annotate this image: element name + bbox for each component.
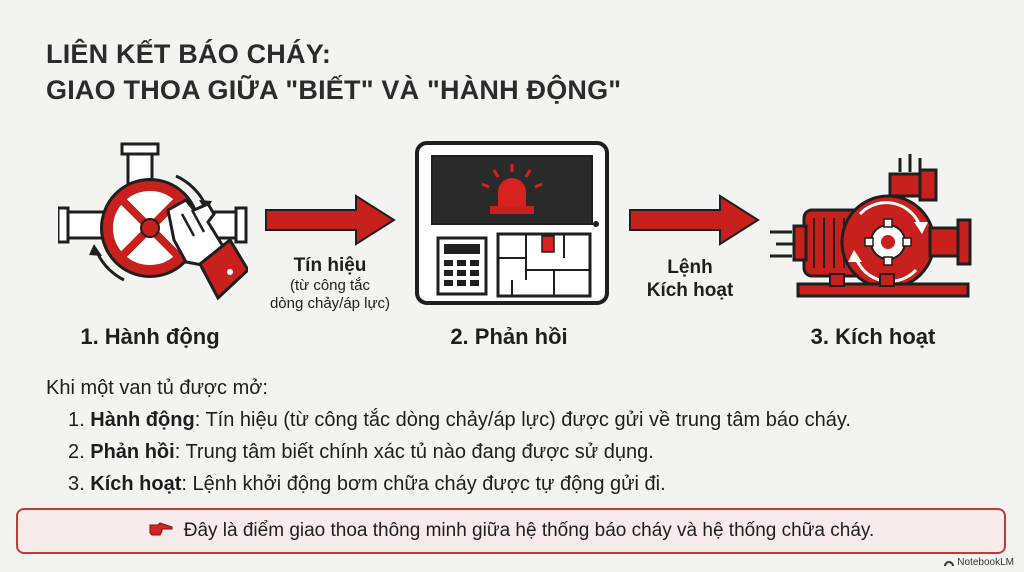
list-item <box>46 468 851 500</box>
step-2-label: 2. Phản hồi <box>450 324 568 349</box>
callout-text: Đây là điểm giao thoa thông minh giữa hệ thống báo cháy và hệ thống chữa cháy. <box>183 520 875 541</box>
item-number: 3. <box>68 473 85 495</box>
arrow-right-icon <box>264 194 396 251</box>
arrow-1-text <box>270 254 390 313</box>
command-label-1: Lệnh <box>667 257 713 278</box>
item-number: 1. <box>68 409 85 431</box>
item-term: Kích hoạt <box>90 473 182 495</box>
title-line-2: GIAO THOA GIỮA "BIẾT" VÀ "HÀNH ĐỘNG" <box>46 75 622 105</box>
list-intro: Khi một van tủ được mở: <box>46 377 268 399</box>
notebooklm-logo-icon <box>944 559 954 566</box>
item-text: : Tín hiệu (từ công tắc dòng chảy/áp lực) được gửi về trung tâm báo cháy. <box>194 409 851 431</box>
arrow-2-text <box>647 256 734 302</box>
signal-sub-1: (từ công tắc <box>289 277 371 294</box>
item-text: : Lệnh khởi động bơm chữa cháy được tự động gửi đi. <box>181 473 666 495</box>
brand-watermark <box>944 557 1014 568</box>
item-text: : Trung tâm biết chính xác tủ nào đang được sử dụng. <box>174 441 654 463</box>
title-line-1: LIÊN KẾT BÁO CHÁY: <box>46 39 332 69</box>
signal-label: Tín hiệu <box>293 255 367 276</box>
fire-pump-icon <box>770 148 980 311</box>
item-term: Phản hồi <box>90 441 175 463</box>
command-label-2: Kích hoạt <box>646 280 734 301</box>
item-number: 2. <box>68 441 85 463</box>
signal-sub-2: dòng chảy/áp lực) <box>269 295 391 312</box>
step-3-label: 3. Kích hoạt <box>810 324 936 349</box>
fire-alarm-panel-icon <box>414 140 610 311</box>
brand-name: NotebookLM <box>957 557 1014 568</box>
list-item <box>46 404 851 436</box>
callout-box <box>16 508 1006 554</box>
item-term: Hành động <box>90 409 195 431</box>
page-title <box>46 36 621 108</box>
list-item <box>46 436 851 468</box>
valve-hand-icon <box>58 140 248 320</box>
arrow-right-icon <box>628 194 760 251</box>
step-1-label: 1. Hành động <box>80 324 220 349</box>
pointing-hand-icon <box>148 520 174 543</box>
description-list <box>46 372 851 500</box>
